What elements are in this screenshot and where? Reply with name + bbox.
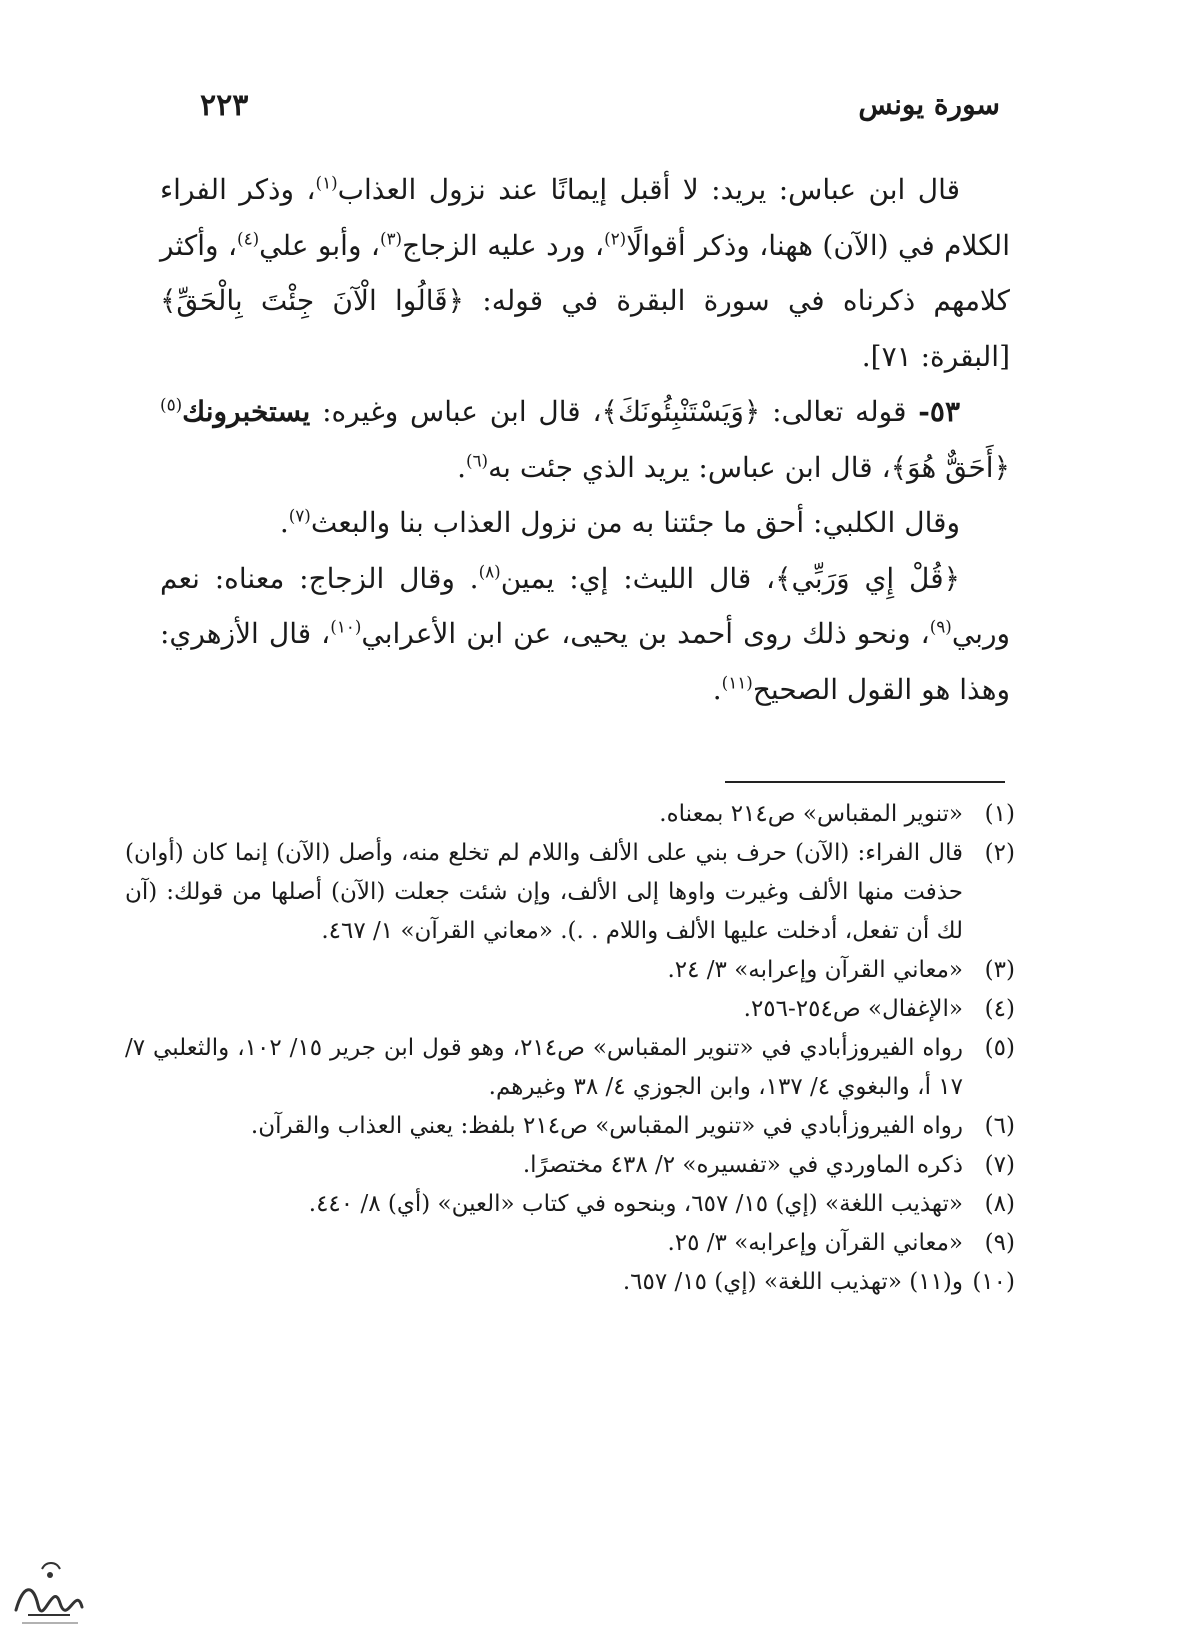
footnotes (125, 795, 1015, 1302)
text-run: ، ونحو ذلك روى أحمد بن يحيى، عن ابن الأعرابي (361, 617, 930, 650)
footnote-text: و(١١) «تهذيب اللغة» (إي) ١٥/ ٦٥٧. (622, 1269, 963, 1295)
footnote-text: «الإغفال» ص٢٥٤-٢٥٦. (743, 996, 963, 1022)
main-text (160, 162, 1010, 717)
footnote-number: (٢) (984, 840, 1015, 866)
page-number: ٢٢٣ (200, 88, 249, 123)
footnote-text: «تهذيب اللغة» (إي) ١٥/ ٦٥٧، وبنحوه في كتاب «العين» (أي) ٨/ ٤٤٠. (308, 1191, 963, 1217)
text-run: ، ورد عليه الزجاج (402, 228, 605, 262)
text-run: ، قال الأزهري: وهذا هو القول الصحيح (160, 617, 1010, 706)
footnote-item (125, 1263, 1015, 1302)
footnote-item (125, 1146, 1015, 1185)
footnote-item (125, 951, 1015, 990)
footnote-text: رواه الفيروزأبادي في «تنوير المقباس» ص٢١٤ بلفظ: يعني العذاب والقرآن. (250, 1113, 963, 1139)
footnote-number: (٦) (984, 1113, 1015, 1139)
footnote-item (125, 1185, 1015, 1224)
footnote-text: رواه الفيروزأبادي في «تنوير المقباس» ص٢١٤، وهو قول ابن جرير ١٥/ ١٠٢، والثعلبي ٧/ ١٧ أ، والبغوي ٤/ ١٣٧، وابن الجوزي ٤/ ٣٨ وغيرهم. (125, 1035, 964, 1100)
footnote-ref: (٧) (288, 505, 311, 526)
footnote-text: ذكره الماوردي في «تفسيره» ٢/ ٤٣٨ مختصرًا. (522, 1152, 963, 1178)
footnote-number: (٨) (984, 1191, 1015, 1217)
footnote-text: «معاني القرآن وإعرابه» ٣/ ٢٥. (667, 1230, 963, 1256)
text-run: وقال الكلبي: أحق ما جئتنا به من نزول العذاب بنا والبعث (310, 506, 960, 539)
footnote-divider (725, 781, 1005, 783)
footnote-ref: (٨) (478, 561, 501, 582)
footnote-text: قال الفراء: (الآن) حرف بني على الألف واللام لم تخلع منه، وأصل (الآن) إنما كان (أوان) حذفت منها الألف وغيرت واوها إلى الألف، وإن شئت جعلت (الآن) أصلها من قولك: (آن لك أن تفعل، أدخلت عليها الألف واللام . .). «معاني القرآن» ١/ ٤٦٧. (125, 840, 963, 944)
paragraph-1 (160, 162, 1010, 384)
publisher-logo (8, 1555, 88, 1635)
footnote-text: «معاني القرآن وإعرابه» ٣/ ٢٤. (667, 957, 963, 983)
surah-name: سورة يونس (858, 88, 1000, 121)
paragraph-4 (160, 551, 1010, 718)
text-run: ، وذكر الفراء الكلام في (الآن) ههنا، وذكر أقوالًا (160, 173, 1010, 262)
text-run: . (712, 672, 722, 706)
text-run: ، وأبو علي (259, 228, 380, 262)
footnote-item (125, 1107, 1015, 1146)
text-run: ﴿قُلْ إِي وَرَبِّي﴾، قال الليث: إي: يمين (500, 561, 960, 595)
text-run: ، وأكثر كلامهم ذكرناه في سورة البقرة في قوله: ﴿قَالُوا الْآنَ جِئْتَ بِالْحَقِّ﴾ [البقرة: ٧١]. (160, 228, 1010, 373)
footnote-number: (٩) (984, 1230, 1015, 1256)
text-run: . وقال الزجاج: معناه: نعم وربي (160, 561, 1011, 650)
paragraph-2 (160, 384, 1010, 495)
footnote-number: (٥) (984, 1035, 1015, 1061)
footnote-item (125, 1029, 1015, 1107)
footnote-number: (٣) (984, 957, 1015, 983)
page-header (200, 88, 1000, 128)
footnote-item (125, 1224, 1015, 1263)
verse-number: ٥٣- (918, 395, 960, 428)
text-run: قوله تعالى: ﴿وَيَسْتَنْبِئُونَكَ﴾، قال ابن عباس وغيره: (310, 395, 919, 428)
text-run: . (279, 506, 289, 539)
text-run: يستخبرونك (182, 395, 311, 428)
footnote-ref: (٦) (465, 450, 489, 471)
footnote-text: «تنوير المقباس» ص٢١٤ بمعناه. (659, 801, 963, 827)
footnote-ref: (٥) (160, 394, 183, 415)
footnote-number: (١٠) (972, 1269, 1015, 1295)
footnote-ref: (١٠) (330, 616, 362, 637)
footnote-item (125, 990, 1015, 1029)
footnote-ref: (٢) (604, 228, 627, 249)
footnote-ref: (٣) (379, 228, 403, 249)
footnote-number: (٤) (984, 996, 1015, 1022)
footnote-item (125, 834, 1015, 951)
text-run: قال ابن عباس: يريد: لا أقبل إيمانًا عند نزول العذاب (337, 173, 961, 206)
footnote-ref: (١) (315, 172, 338, 193)
footnote-ref: (١١) (721, 672, 753, 693)
footnote-item (125, 795, 1015, 834)
text-run: . (457, 450, 466, 484)
footnote-number: (١) (984, 801, 1015, 827)
text-run: ﴿أَحَقٌّ هُوَ﴾، قال ابن عباس: يريد الذي جئت به (488, 450, 1010, 484)
footnote-number: (٧) (984, 1152, 1015, 1178)
footnote-ref: (٩) (929, 616, 952, 637)
paragraph-3 (160, 495, 1010, 551)
footnote-ref: (٤) (237, 228, 260, 249)
